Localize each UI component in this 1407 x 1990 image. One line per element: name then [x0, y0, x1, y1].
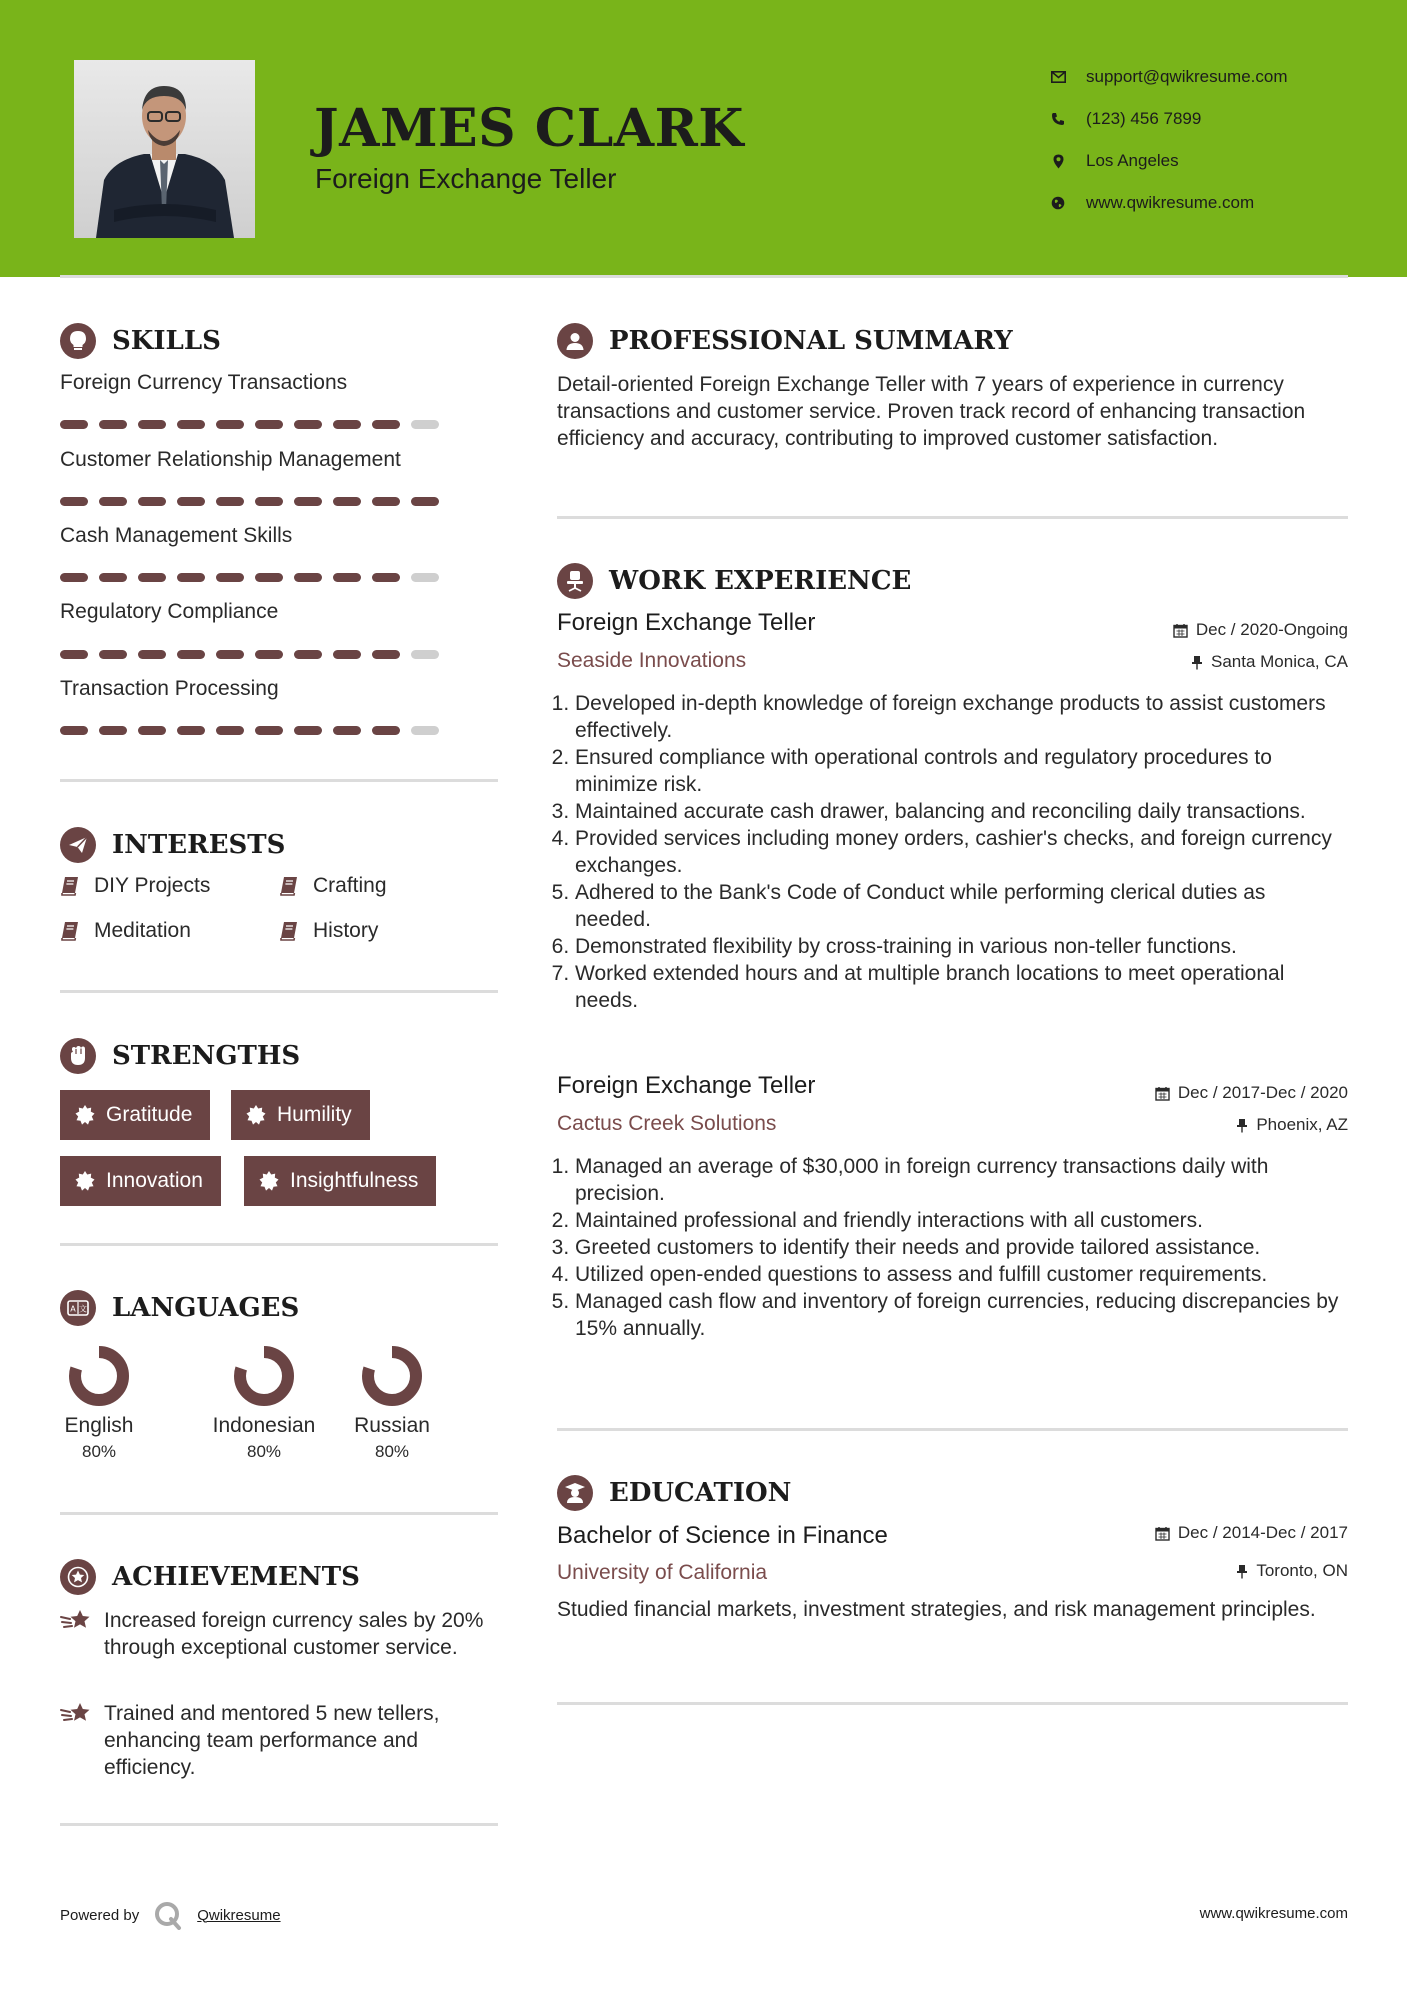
- skill-rating: [60, 650, 450, 659]
- job-responsibilities: [557, 690, 1347, 1014]
- brand-link[interactable]: Qwikresume: [197, 1906, 281, 1924]
- pushpin-icon: [1236, 1118, 1248, 1133]
- language-progress-ring: [67, 1344, 131, 1408]
- strength-chip: [244, 1156, 436, 1206]
- skill-dot: [333, 497, 361, 506]
- skill-dot: [411, 497, 439, 506]
- job-location: [1191, 652, 1348, 672]
- profile-photo: [74, 60, 255, 238]
- language-item: [332, 1344, 452, 1462]
- skill-dot: [216, 420, 244, 429]
- contact-phone-text: (123) 456 7899: [1086, 109, 1202, 128]
- education-heading: [557, 1475, 791, 1511]
- responsibility-item: 3. Greeted customers to identify their needs and provide tailored assistance.: [575, 1234, 1347, 1261]
- fist-icon: [60, 1038, 96, 1074]
- svg-text:文: 文: [79, 1304, 87, 1314]
- badge-icon: [258, 1170, 280, 1192]
- strength-label: Gratitude: [106, 1103, 193, 1126]
- education-date: [1155, 1523, 1348, 1543]
- pushpin-icon: [1191, 655, 1203, 670]
- education-description: Studied financial markets, investment strategies, and risk management principles.: [557, 1598, 1316, 1621]
- shooting-star-icon: [60, 1700, 92, 1781]
- skill-dot: [411, 650, 439, 659]
- language-name: English: [64, 1414, 134, 1437]
- skill-dot: [138, 726, 166, 735]
- skill-dot: [138, 497, 166, 506]
- shooting-star-icon: [60, 1607, 92, 1661]
- skill-dot: [294, 650, 322, 659]
- skill-dot: [216, 650, 244, 659]
- section-divider: [60, 1512, 498, 1515]
- languages-heading: [60, 1290, 299, 1326]
- achievement-item: [60, 1607, 500, 1661]
- achievements-title: ACHIEVEMENTS: [112, 1562, 360, 1592]
- skill-dot: [294, 497, 322, 506]
- job-date: [1173, 620, 1348, 640]
- skill-label: Transaction Processing: [60, 677, 279, 700]
- contact-phone[interactable]: [1050, 98, 1288, 140]
- contact-location: [1050, 140, 1288, 182]
- responsibility-item: 7. Worked extended hours and at multiple branch locations to meet operational needs.: [575, 960, 1347, 1014]
- language-percent: 80%: [374, 1442, 410, 1461]
- education-location: [1236, 1561, 1348, 1581]
- language-item: [39, 1344, 159, 1462]
- footer-website[interactable]: www.qwikresume.com: [1199, 1905, 1348, 1922]
- section-divider: [557, 516, 1348, 519]
- languages-title: LANGUAGES: [112, 1293, 300, 1323]
- job-location-text: Phoenix, AZ: [1256, 1115, 1348, 1134]
- education-title: EDUCATION: [609, 1478, 792, 1508]
- responsibility-item: 2. Maintained professional and friendly interactions with all customers.: [575, 1207, 1347, 1234]
- skill-rating: [60, 497, 450, 506]
- skill-label: Cash Management Skills: [60, 524, 293, 547]
- skill-dot: [216, 726, 244, 735]
- experience-title: WORK EXPERIENCE: [609, 566, 912, 596]
- translate-icon: [60, 1290, 96, 1326]
- strength-label: Innovation: [106, 1169, 203, 1192]
- job-company: Seaside Innovations: [557, 649, 747, 672]
- job-date: [1155, 1083, 1348, 1103]
- strength-chip: [60, 1156, 221, 1206]
- contact-location-text: Los Angeles: [1086, 151, 1179, 170]
- skill-dot: [60, 497, 88, 506]
- job-date-text: Dec / 2020-Ongoing: [1195, 620, 1348, 639]
- degree-title: Bachelor of Science in Finance: [557, 1522, 888, 1549]
- skill-dot: [99, 573, 127, 582]
- skill-dot: [372, 650, 400, 659]
- skill-dot: [333, 573, 361, 582]
- skill-dot: [255, 497, 283, 506]
- contact-website-text: www.qwikresume.com: [1086, 193, 1255, 212]
- skill-dot: [99, 650, 127, 659]
- header-divider: [60, 275, 1348, 278]
- skill-dot: [99, 420, 127, 429]
- job-company: Cactus Creek Solutions: [557, 1112, 777, 1135]
- interest-item: [279, 874, 387, 898]
- skill-dot: [333, 420, 361, 429]
- language-progress-ring: [360, 1344, 424, 1408]
- skill-dot: [294, 420, 322, 429]
- strength-label: Insightfulness: [290, 1169, 419, 1192]
- interest-label: Meditation: [94, 919, 191, 942]
- interests-title: INTERESTS: [112, 830, 286, 860]
- achievement-text: Trained and mentored 5 new tellers, enhancing team performance and efficiency.: [104, 1702, 440, 1779]
- school-name: University of California: [557, 1561, 768, 1584]
- skill-rating: [60, 573, 450, 582]
- qwikresume-logo-icon: [153, 1900, 183, 1930]
- skill-rating: [60, 726, 450, 735]
- summary-title: PROFESSIONAL SUMMARY: [609, 326, 1013, 356]
- calendar-icon: [1155, 1086, 1170, 1101]
- job-responsibilities: [557, 1153, 1347, 1342]
- skill-dot: [255, 726, 283, 735]
- job-location: [1236, 1115, 1348, 1135]
- skill-label: Customer Relationship Management: [60, 448, 401, 471]
- skill-dot: [60, 650, 88, 659]
- skill-dot: [255, 650, 283, 659]
- calendar-icon: [1155, 1526, 1170, 1541]
- section-divider: [60, 779, 498, 782]
- user-icon: [557, 323, 593, 359]
- summary-text: Detail-oriented Foreign Exchange Teller with 7 years of experience in currency transactions and customer service. Proven track record of enhancing transaction efficiency and accuracy, contributing to improved customer satisfaction.: [557, 373, 1306, 450]
- section-divider: [60, 990, 498, 993]
- candidate-title: Foreign Exchange Teller: [315, 163, 617, 194]
- book-icon: [279, 921, 299, 941]
- language-percent: 80%: [81, 1442, 117, 1461]
- contact-email[interactable]: [1050, 56, 1288, 98]
- achievement-item: [60, 1700, 500, 1781]
- skill-dot: [411, 573, 439, 582]
- book-icon: [279, 876, 299, 896]
- envelope-icon: [1050, 69, 1066, 85]
- language-percent: 80%: [246, 1442, 282, 1461]
- education-location-text: Toronto, ON: [1256, 1561, 1348, 1580]
- experience-heading: [557, 563, 911, 599]
- skills-heading: [60, 323, 221, 359]
- skill-label: Foreign Currency Transactions: [60, 371, 348, 394]
- responsibility-item: 5. Adhered to the Bank's Code of Conduct while performing clerical duties as needed.: [575, 879, 1347, 933]
- language-name: Indonesian: [212, 1414, 316, 1437]
- skill-dot: [60, 726, 88, 735]
- section-divider: [557, 1702, 1348, 1705]
- summary-heading: [557, 323, 1013, 359]
- skill-dot: [255, 573, 283, 582]
- skill-dot: [411, 420, 439, 429]
- language-name: Russian: [354, 1414, 430, 1437]
- skill-dot: [177, 650, 205, 659]
- responsibility-item: 2. Ensured compliance with operational controls and regulatory procedures to minimize risk.: [575, 744, 1347, 798]
- interest-label: Crafting: [313, 874, 387, 897]
- skill-dot: [372, 420, 400, 429]
- job-date-text: Dec / 2017-Dec / 2020: [1177, 1083, 1348, 1102]
- contact-website[interactable]: [1050, 182, 1288, 224]
- skill-dot: [294, 726, 322, 735]
- skills-title: SKILLS: [112, 326, 221, 356]
- badge-icon: [74, 1104, 96, 1126]
- skill-dot: [294, 573, 322, 582]
- skill-dot: [333, 650, 361, 659]
- skill-dot: [333, 726, 361, 735]
- svg-text:A: A: [70, 1304, 76, 1314]
- skill-dot: [216, 573, 244, 582]
- interest-label: DIY Projects: [94, 874, 211, 897]
- section-divider: [60, 1823, 498, 1826]
- strengths-heading: [60, 1038, 300, 1074]
- responsibility-item: 1. Managed an average of $30,000 in foreign currency transactions daily with precision.: [575, 1153, 1347, 1207]
- responsibility-item: 4. Provided services including money orders, cashier's checks, and foreign currency exchanges.: [575, 825, 1347, 879]
- powered-by-text: Powered by: [60, 1906, 140, 1924]
- skill-dot: [177, 573, 205, 582]
- skill-dot: [138, 573, 166, 582]
- globe-icon: [1050, 195, 1066, 211]
- strengths-title: STRENGTHS: [112, 1041, 301, 1071]
- skill-rating: [60, 420, 450, 429]
- skill-dot: [177, 726, 205, 735]
- strength-chip: [231, 1090, 370, 1140]
- skill-dot: [372, 573, 400, 582]
- job-title: Foreign Exchange Teller: [557, 1072, 816, 1099]
- paper-plane-icon: [60, 827, 96, 863]
- skill-dot: [138, 650, 166, 659]
- contact-list: [1050, 56, 1288, 224]
- strength-chip: [60, 1090, 210, 1140]
- responsibility-item: 3. Maintained accurate cash drawer, balancing and reconciling daily transactions.: [575, 798, 1347, 825]
- responsibility-item: 5. Managed cash flow and inventory of foreign currencies, reducing discrepancies by 15% annually.: [575, 1288, 1347, 1342]
- skill-dot: [177, 497, 205, 506]
- job-location-text: Santa Monica, CA: [1210, 652, 1348, 671]
- skill-label: Regulatory Compliance: [60, 600, 279, 623]
- achievements-heading: [60, 1559, 360, 1595]
- map-pin-icon: [1050, 153, 1066, 169]
- skill-dot: [372, 497, 400, 506]
- book-icon: [60, 921, 80, 941]
- skill-dot: [99, 497, 127, 506]
- interest-item: [279, 919, 378, 943]
- footer-powered-by: [60, 1900, 281, 1930]
- book-icon: [60, 876, 80, 896]
- job-title: Foreign Exchange Teller: [557, 609, 816, 636]
- interest-item: [60, 919, 191, 943]
- candidate-name: JAMES CLARK: [314, 98, 745, 159]
- star-circle-icon: [60, 1559, 96, 1595]
- badge-icon: [74, 1170, 96, 1192]
- language-progress-ring: [232, 1344, 296, 1408]
- office-chair-icon: [557, 563, 593, 599]
- skill-dot: [255, 420, 283, 429]
- section-divider: [60, 1243, 498, 1246]
- interests-heading: [60, 827, 285, 863]
- interest-item: [60, 874, 210, 898]
- calendar-icon: [1173, 623, 1188, 638]
- badge-icon: [245, 1104, 267, 1126]
- responsibility-item: 4. Utilized open-ended questions to assess and fulfill customer requirements.: [575, 1261, 1347, 1288]
- skill-dot: [60, 420, 88, 429]
- interest-label: History: [313, 919, 379, 942]
- contact-email-text: support@qwikresume.com: [1086, 67, 1288, 86]
- section-divider: [557, 1428, 1348, 1431]
- responsibility-item: 1. Developed in-depth knowledge of foreign exchange products to assist customers effectively.: [575, 690, 1347, 744]
- achievement-text: Increased foreign currency sales by 20% through exceptional customer service.: [104, 1609, 484, 1659]
- skill-dot: [138, 420, 166, 429]
- graduate-icon: [557, 1475, 593, 1511]
- strength-label: Humility: [277, 1103, 352, 1126]
- lightbulb-icon: [60, 323, 96, 359]
- phone-icon: [1050, 111, 1066, 127]
- skill-dot: [99, 726, 127, 735]
- skill-dot: [60, 573, 88, 582]
- responsibility-item: 6. Demonstrated flexibility by cross-training in various non-teller functions.: [575, 933, 1347, 960]
- education-date-text: Dec / 2014-Dec / 2017: [1177, 1523, 1348, 1542]
- pushpin-icon: [1236, 1564, 1248, 1579]
- skill-dot: [411, 726, 439, 735]
- skill-dot: [216, 497, 244, 506]
- skill-dot: [177, 420, 205, 429]
- skill-dot: [372, 726, 400, 735]
- language-item: [204, 1344, 324, 1462]
- resume-header: [0, 0, 1407, 277]
